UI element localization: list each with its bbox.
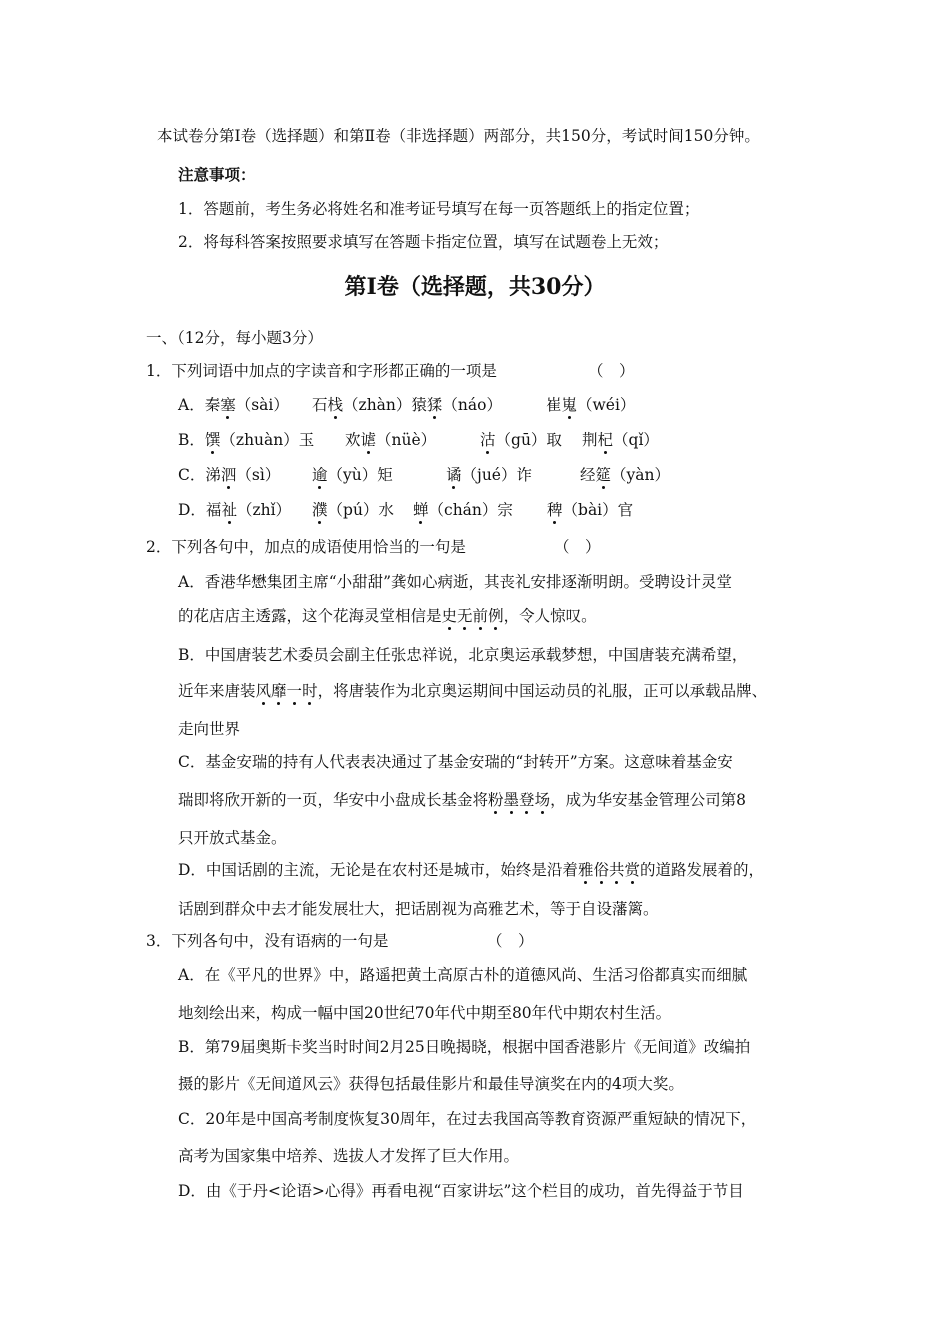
question-3-option-c-line-2: 高考为国家集中培养、选拔人才发挥了巨大作用。 (178, 1147, 520, 1165)
section-title: 第Ⅰ卷（选择题，共30分） (344, 274, 606, 300)
dotted-char: 祉 (221, 501, 237, 519)
dotted-char: 无 (457, 607, 473, 625)
dotted-char: 逾 (312, 466, 328, 484)
dotted-char: 馔 (204, 431, 221, 449)
dotted-char: 雅 (577, 861, 594, 879)
question-2-option-c-line-1: C．基金安瑞的持有人代表表决通过了基金安瑞的“封转开”方案。这意味着基金安 (178, 753, 733, 771)
question-2-option-d-line-2: 话剧到群众中去才能发展壮大，把话剧视为高雅艺术，等于自设藩篱。 (178, 900, 659, 918)
question-3-option-a-line-2: 地刻绘出来，构成一幅中国20世纪70年代中期至80年代中期农村生活。 (178, 1004, 672, 1022)
question-1-option-d: D．福祉（zhǐ） 濮（pú）水 蝉（chán）宗 稗（bài）官 (178, 501, 634, 519)
dotted-char: 沽 (480, 431, 496, 449)
answer-paren: （ ） (487, 932, 534, 950)
question-3-option-c-line-1: C．20年是中国高考制度恢复30周年，在过去我国高等教育资源严重短缺的情况下， (178, 1110, 757, 1128)
question-2-option-c-line-3: 只开放式基金。 (178, 829, 287, 847)
notice-item-2: 2．将每科答案按照要求填写在答题卡指定位置，填写在试题卷上无效； (178, 233, 669, 251)
dotted-char: 粉 (488, 791, 504, 809)
question-stem-text: 2．下列各句中，加点的成语使用恰当的一句是 (146, 538, 466, 556)
dotted-char: 谑 (360, 431, 377, 449)
dotted-char: 场 (534, 791, 551, 809)
dotted-char: 赏 (624, 861, 640, 879)
dotted-char: 泗 (220, 466, 237, 484)
answer-paren: （ ） (554, 538, 601, 556)
question-2-stem (146, 535, 601, 559)
dotted-char: 稗 (547, 501, 563, 519)
dotted-char: 登 (519, 791, 535, 809)
dotted-char: 一 (286, 682, 303, 700)
question-1-stem (146, 359, 635, 383)
question-1-option-b: B．馔（zhuàn）玉 欢谑（nüè） 沽（gū）取 荆杞（qǐ） (178, 431, 659, 449)
answer-paren: （ ） (588, 362, 635, 380)
question-3-option-d-line-1: D．由《于丹<论语>心得》再看电视“百家讲坛”这个栏目的成功，首先得益于节目 (178, 1182, 744, 1200)
dotted-char: 嵬 (561, 396, 578, 414)
question-stem-text: 1．下列词语中加点的字读音和字形都正确的一项是 (146, 362, 497, 380)
dotted-char: 靡 (271, 682, 287, 700)
dotted-char: 风 (255, 682, 272, 700)
dotted-char: 蝉 (413, 501, 429, 519)
question-1-option-c: C．涕泗（sì） 逾（yù）矩 谲（jué）诈 经筵（yàn） (178, 466, 671, 484)
dotted-char: 共 (608, 861, 625, 879)
dotted-char: 杞 (597, 431, 614, 449)
dotted-char: 濮 (312, 501, 328, 519)
question-2-option-a-line-1: A．香港华懋集团主席“小甜甜”龚如心病逝，其丧礼安排逐渐明朗。受聘设计灵堂 (178, 573, 733, 591)
question-2-option-a-line-2: 的花店店主透露，这个花海灵堂相信是史无前例，令人惊叹。 (178, 607, 597, 625)
dotted-char: 谲 (446, 466, 462, 484)
question-3-option-a-line-1: A．在《平凡的世界》中，路遥把黄土高原古朴的道德风尚、生活习俗都真实而细腻 (178, 966, 748, 984)
dotted-char: 筵 (595, 466, 612, 484)
dotted-char: 例 (488, 607, 504, 625)
dotted-char: 俗 (593, 861, 609, 879)
question-2-option-c-line-2: 瑞即将欣开新的一页，华安中小盘成长基金将粉墨登场，成为华安基金管理公司第8 (178, 791, 746, 809)
question-stem-text: 3．下列各句中，没有语病的一句是 (146, 932, 389, 950)
question-3-option-b-line-1: B．第79届奥斯卡奖当时时间2月25日晚揭晓，根据中国香港影片《无间道》改编拍 (178, 1038, 751, 1056)
dotted-char: 塞 (220, 396, 236, 414)
dotted-char: 前 (472, 607, 489, 625)
question-2-option-d-line-1: D．中国话剧的主流，无论是在农村还是城市，始终是沿着雅俗共赏的道路发展着的， (178, 861, 765, 879)
notice-title: 注意事项： (178, 165, 256, 184)
question-3-option-b-line-2: 摄的影片《无间道风云》获得包括最佳影片和最佳导演奖在内的4项大奖。 (178, 1075, 684, 1093)
dotted-char: 时 (302, 682, 318, 700)
question-2-option-b-line-2: 近年来唐装风靡一时，将唐装作为北京奥运期间中国运动员的礼服，正可以承载品牌、 (178, 682, 768, 700)
dotted-char: 墨 (503, 791, 520, 809)
notice-item-1: 1．答题前，考生务必将姓名和准考证号填写在每一页答题纸上的指定位置； (178, 200, 700, 218)
question-1-option-a: A．秦塞（sài） 石栈（zhàn）猿猱（náo） 崔嵬（wéi） (178, 396, 636, 414)
question-2-option-b-line-3: 走向世界 (178, 720, 241, 738)
exam-intro: 本试卷分第Ⅰ卷（选择题）和第Ⅱ卷（非选择题）两部分，共150分，考试时间150分钟。 (157, 127, 760, 145)
dotted-char: 栈 (327, 396, 344, 414)
part-one-header: 一、（12分，每小题3分） (146, 329, 323, 347)
question-2-option-b-line-1: B．中国唐装艺术委员会副主任张忠祥说，北京奥运承载梦想，中国唐装充满希望， (178, 646, 748, 664)
dotted-char: 史 (441, 607, 458, 625)
dotted-char: 猱 (426, 396, 443, 414)
question-3-stem (146, 929, 534, 953)
